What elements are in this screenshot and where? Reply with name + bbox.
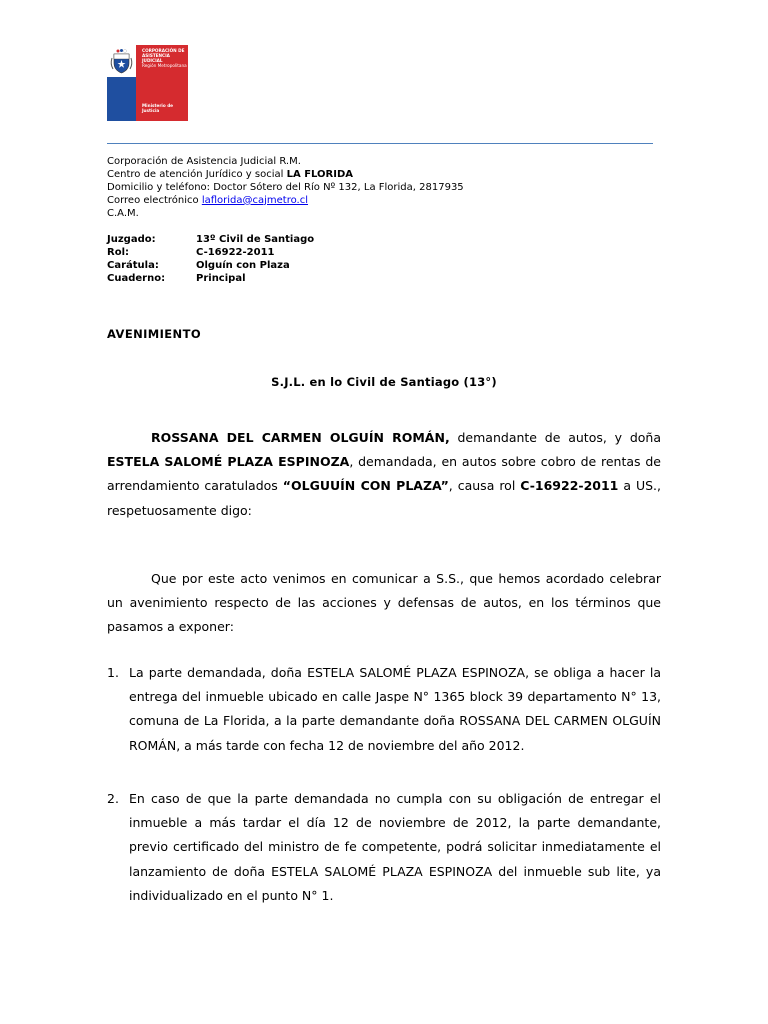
metadata-row: Juzgado: 13º Civil de Santiago [107, 234, 315, 245]
metadata-row: Rol: C-16922-2011 [107, 247, 275, 258]
paragraph-intro: ROSSANA DEL CARMEN OLGUÍN ROMÁN, demandante de autos, y doña ESTELA SALOMÉ PLAZA ESPINOZA, demandada, en autos sobre cobro de rentas de arrendamiento caratulados “OLGUUÍN CON PLAZA”, causa rol C-16922-2011 a US., respetuosamente digo: [107, 430, 661, 518]
email-link[interactable]: laflorida@cajmetro.cl [201, 194, 309, 206]
header-line: Domicilio y teléfono: Doctor Sótero del Río Nº 132, La Florida, 2817935 [107, 181, 464, 193]
document-title: AVENIMIENTO [107, 327, 202, 341]
institution-logo [107, 45, 188, 121]
header-line: Correo electrónico laflorida@cajmetro.cl [107, 194, 309, 206]
coat-of-arms-icon [109, 48, 134, 74]
metadata-row: Carátula: Olguín con Plaza [107, 260, 290, 271]
header-line: C.A.M. [107, 207, 139, 219]
header-line: Corporación de Asistencia Judicial R.M. [107, 156, 301, 167]
logo-label-bottom: Ministerio de Justicia [142, 103, 174, 113]
header-divider [107, 143, 653, 144]
case-metadata [107, 233, 314, 285]
metadata-row: Cuaderno: Principal [107, 273, 246, 284]
header-line: Centro de atención Jurídico y social LA FLORIDA [107, 168, 354, 180]
paragraph-purpose: Que por este acto venimos en comunicar a S.S., que hemos acordado celebrar un avenimiento respecto de las acciones y defensas de autos, en los términos que pasamos a exponer: [107, 571, 661, 635]
addressee: S.J.L. en lo Civil de Santiago (13°) [271, 375, 497, 389]
institution-header [107, 156, 464, 221]
logo-label-top: CORPORACIÓN DE ASISTENCIA JUDICIAL Región Metropolitana [142, 48, 187, 68]
